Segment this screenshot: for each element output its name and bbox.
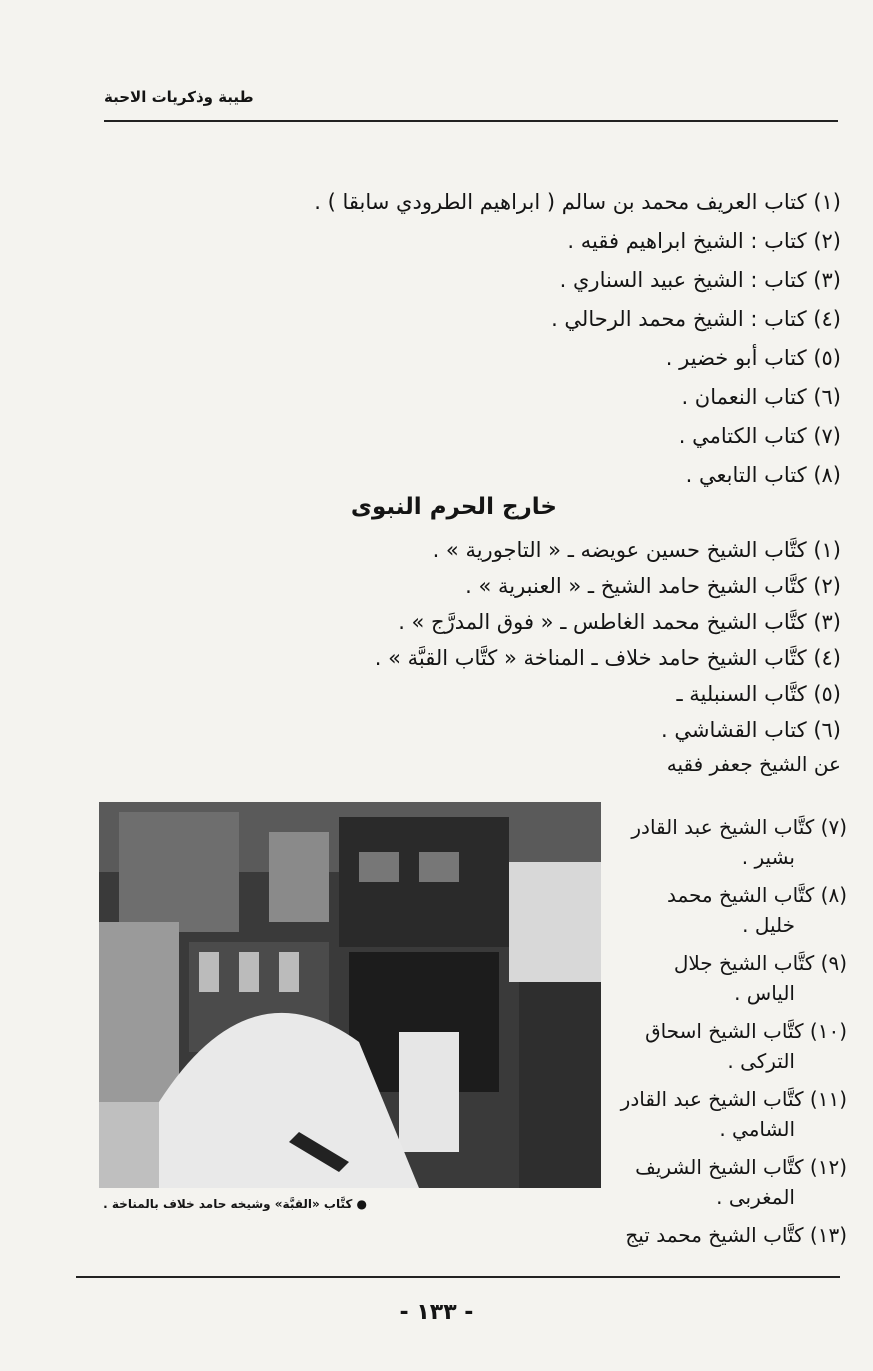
list-item: (٥) كتَّاب السنبلية ـ	[676, 682, 841, 706]
list-item	[607, 1220, 847, 1254]
header-rule	[104, 120, 838, 122]
running-header-title: طيبة وذكريات الاحبة	[104, 88, 254, 106]
list-item: (٧) كتاب الكتامي .	[678, 424, 841, 448]
list-item	[607, 1152, 847, 1220]
list-item: (٤) كتاب : الشيخ محمد الرحالي .	[551, 307, 841, 331]
list-item: (٦) كتاب النعمان .	[681, 385, 841, 409]
list-item: (٣) كتاب : الشيخ عبيد السناري .	[559, 268, 841, 292]
list-item: (٨) كتاب التابعي .	[685, 463, 841, 487]
list-item-line: (١٢) كتَّاب الشيخ الشريف	[635, 1155, 847, 1179]
source-note: عن الشيخ جعفر فقيه	[666, 752, 841, 776]
continued-kuttab-list	[607, 812, 847, 1254]
footer-rule	[76, 1276, 840, 1278]
list-item: (٦) كتاب القشاشي .	[661, 718, 841, 742]
list-item-line: (٩) كتَّاب الشيخ جلال	[673, 951, 847, 975]
outside-kuttab-list	[221, 532, 841, 748]
kuttab-photo	[99, 802, 601, 1188]
list-item-continuation: بشير .	[741, 845, 795, 869]
list-item	[607, 1016, 847, 1084]
list-item: (٥) كتاب أبو خضير .	[665, 346, 841, 370]
list-item-line: (٧) كتَّاب الشيخ عبد القادر	[631, 815, 847, 839]
list-item	[607, 1084, 847, 1152]
list-item-line: (١٠) كتَّاب الشيخ اسحاق	[645, 1019, 847, 1043]
list-item: (١) كتَّاب الشيخ حسين عويضه ـ « التاجورية » .	[432, 538, 841, 562]
list-item-continuation: الشامي .	[719, 1117, 795, 1141]
list-item-line: (١١) كتَّاب الشيخ عبد القادر	[620, 1087, 847, 1111]
haram-kuttab-list	[221, 183, 841, 495]
photo-caption: ● كتَّاب «القبَّة» وشيخه حامد خلاف بالمناخة .	[103, 1197, 367, 1211]
list-item	[607, 812, 847, 880]
section-heading: خارج الحرم النبوى	[350, 494, 557, 520]
list-item: (٣) كتَّاب الشيخ محمد الغاطس ـ « فوق المدرَّج » .	[398, 610, 841, 634]
list-item-line: (١٣) كتَّاب الشيخ محمد تيج	[625, 1223, 847, 1247]
list-item-continuation: خليل .	[742, 913, 795, 937]
list-item: (١) كتاب العريف محمد بن سالم ( ابراهيم الطرودي سابقا ) .	[314, 190, 841, 214]
list-item-continuation: المغربى .	[716, 1185, 795, 1209]
list-item	[607, 880, 847, 948]
list-item-line: (٨) كتَّاب الشيخ محمد	[666, 883, 847, 907]
list-item: (٢) كتاب : الشيخ ابراهيم فقيه .	[567, 229, 841, 253]
page-number: - ١٣٣ -	[399, 1300, 474, 1325]
list-item-continuation: التركى .	[727, 1049, 795, 1073]
list-item: (٢) كتَّاب الشيخ حامد الشيخ ـ « العنبرية » .	[465, 574, 841, 598]
list-item: (٤) كتَّاب الشيخ حامد خلاف ـ المناخة « كتَّاب القبَّة » .	[374, 646, 841, 670]
list-item-continuation: الياس .	[734, 981, 795, 1005]
list-item	[607, 948, 847, 1016]
